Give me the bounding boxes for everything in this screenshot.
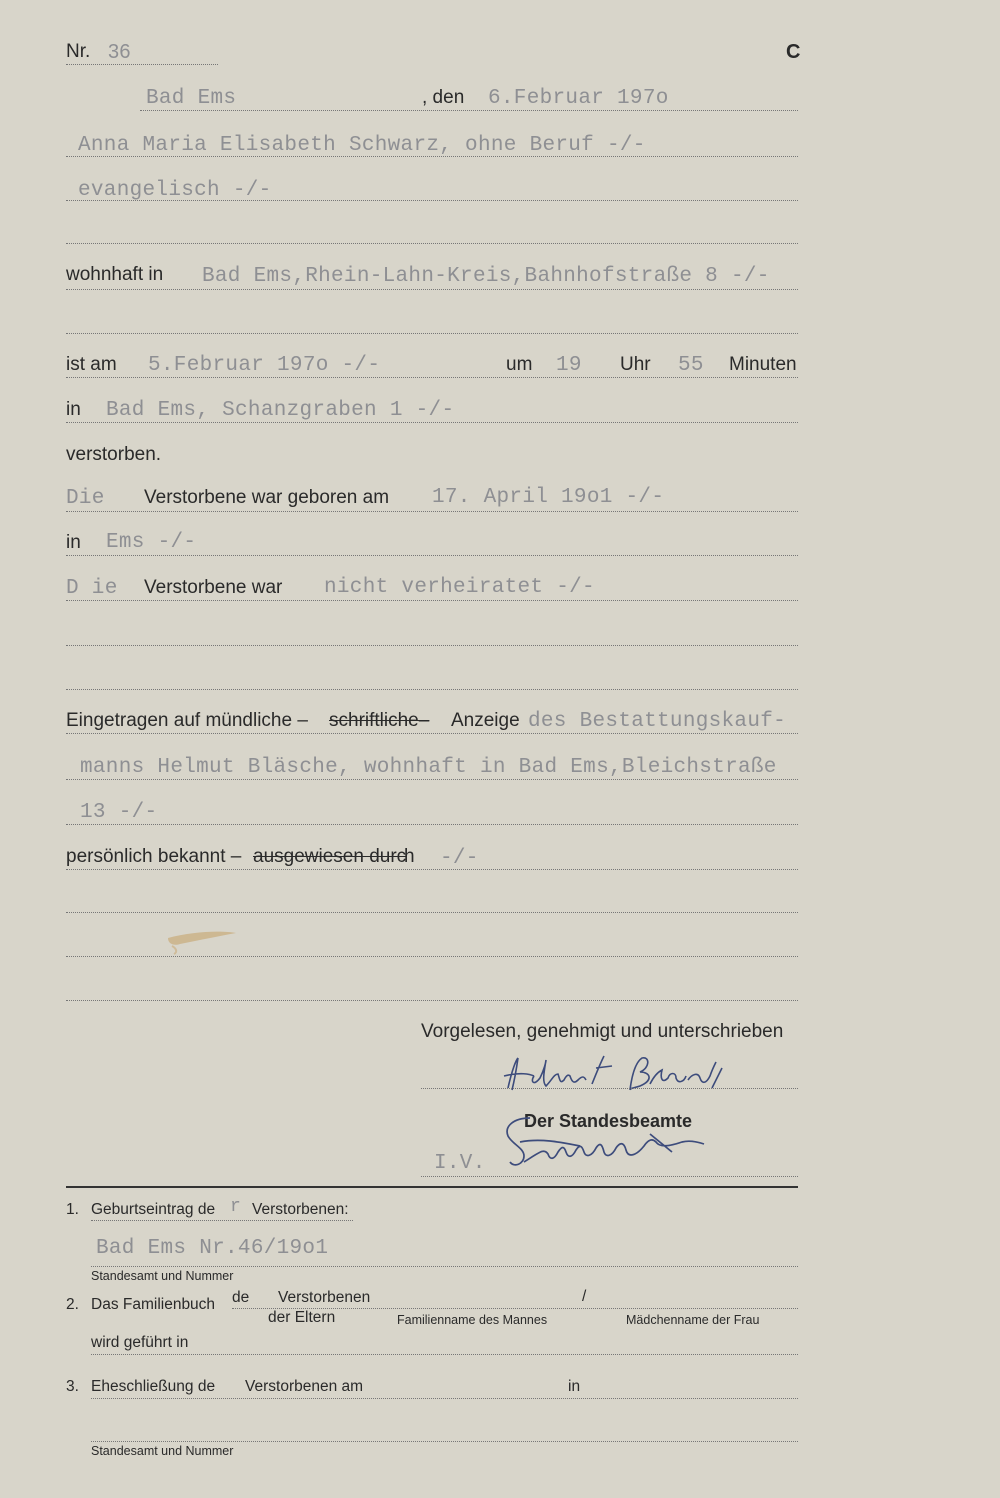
informant-line-2: manns Helmut Bläsche, wohnhaft in Bad Ems,Bleichstraße [80,756,777,779]
birth-date: 17. April 19o1 -/- [432,486,665,509]
registry-place: Bad Ems [146,87,237,110]
marital-status: nicht verheiratet -/- [324,576,595,599]
uhr-label: Uhr [620,354,651,375]
identity-line [66,869,798,870]
note-2-der-eltern: der Eltern [268,1309,336,1326]
entry-number-value: 36 [108,41,131,63]
informant-signature [500,1050,740,1100]
registrar-signature-line [421,1176,798,1177]
note-3-line-2 [91,1441,798,1442]
birth-date-line [66,511,798,512]
note-2-slash: / [582,1288,587,1305]
blank-line [66,912,798,913]
note-3-label-mid: Verstorbenen am [245,1378,364,1395]
residence-label: wohnhaft in [66,264,164,285]
identity-label: persönlich bekannt – [66,846,242,867]
name-line [66,156,798,157]
blank-line [66,689,798,690]
residence-line [66,289,798,290]
identity-typed: -/- [440,847,479,870]
read-approved-label: Vorgelesen, genehmigt und unterschrieben [421,1021,784,1042]
iv-typed: I.V. [434,1152,486,1175]
death-place-line [66,422,798,423]
informant-line-3: 13 -/- [80,801,158,824]
death-date-label: ist am [66,354,117,375]
death-hour: 19 [556,354,582,377]
informant-line-1: des Bestattungskauf- [528,710,787,733]
um-label: um [506,354,533,375]
birth-place: Ems -/- [106,531,197,554]
note-1-label-line [91,1220,353,1221]
blank-line [66,333,798,334]
registration-line-1 [66,733,798,734]
registrar-signature [500,1112,720,1172]
note-3-in: in [568,1378,581,1395]
marital-article: D ie [66,577,118,600]
note-3-number: 3. [66,1378,79,1395]
minuten-label: Minuten [729,354,797,375]
note-2-caption-right: Mädchenname der Frau [626,1313,760,1327]
death-place: Bad Ems, Schanzgraben 1 -/- [106,399,455,422]
religion-line [66,200,798,201]
registration-struck: schriftliche– [329,710,430,731]
blank-line [66,243,798,244]
registration-line-3 [66,824,798,825]
identity-tail: h [404,846,415,867]
note-2-caption-left: Familienname des Mannes [397,1313,548,1327]
note-2-verstorbenen: Verstorbenen [278,1289,371,1306]
blank-line [66,1000,798,1001]
note-3-caption: Standesamt und Nummer [91,1444,234,1458]
deceased-name: Anna Maria Elisabeth Schwarz, ohne Beruf -/- [78,134,646,157]
marital-label: Verstorbene war [144,577,283,598]
registration-label: Eingetragen auf mündliche – [66,710,308,731]
note-3-label: Eheschließung de [91,1378,216,1395]
form-letter: C [786,41,801,63]
note-1-suffix: r [230,1197,242,1217]
birth-label: Verstorbene war geboren am [144,487,390,508]
death-place-label: in [66,399,81,420]
death-date: 5.Februar 197o -/- [148,354,381,377]
note-1-line [91,1266,798,1267]
den-label: , den [422,87,465,108]
birth-place-line [66,555,798,556]
note-2-wird: wird geführt in [91,1334,189,1351]
entry-number-line [66,64,218,65]
note-3-line [91,1398,798,1399]
entry-number-label: Nr. [66,41,91,62]
residence-value: Bad Ems,Rhein-Lahn-Kreis,Bahnhofstraße 8 -/- [202,265,770,288]
paper-stain [160,924,250,964]
registration-label-end: Anzeige [451,710,520,731]
note-1-label: Geburtseintrag de [91,1201,216,1218]
note-2-label: Das Familienbuch [91,1296,216,1313]
note-2-wird-line [91,1354,798,1355]
place-date-line [140,110,798,111]
birth-article: Die [66,487,105,510]
deceased-religion: evangelisch -/- [78,179,272,202]
note-1-number: 1. [66,1201,79,1218]
identity-struck: ausgewiesen durc [253,846,407,867]
death-minute: 55 [678,354,704,377]
informant-signature-line [421,1088,798,1089]
blank-line [66,645,798,646]
note-2-de: de [232,1289,250,1306]
note-1-caption: Standesamt und Nummer [91,1269,234,1283]
verstorben-label: verstorben. [66,444,162,465]
section-divider [66,1186,798,1188]
death-date-line [66,377,798,378]
registry-date: 6.Februar 197o [488,87,669,110]
note-1-label-end: Verstorbenen: [252,1201,349,1218]
marital-line [66,600,798,601]
registrar-label: Der Standesbeamte [524,1111,693,1131]
birth-place-label: in [66,532,81,553]
note-2-number: 2. [66,1296,79,1313]
birth-entry-reference: Bad Ems Nr.46/19o1 [96,1237,329,1260]
registration-line-2 [66,779,798,780]
